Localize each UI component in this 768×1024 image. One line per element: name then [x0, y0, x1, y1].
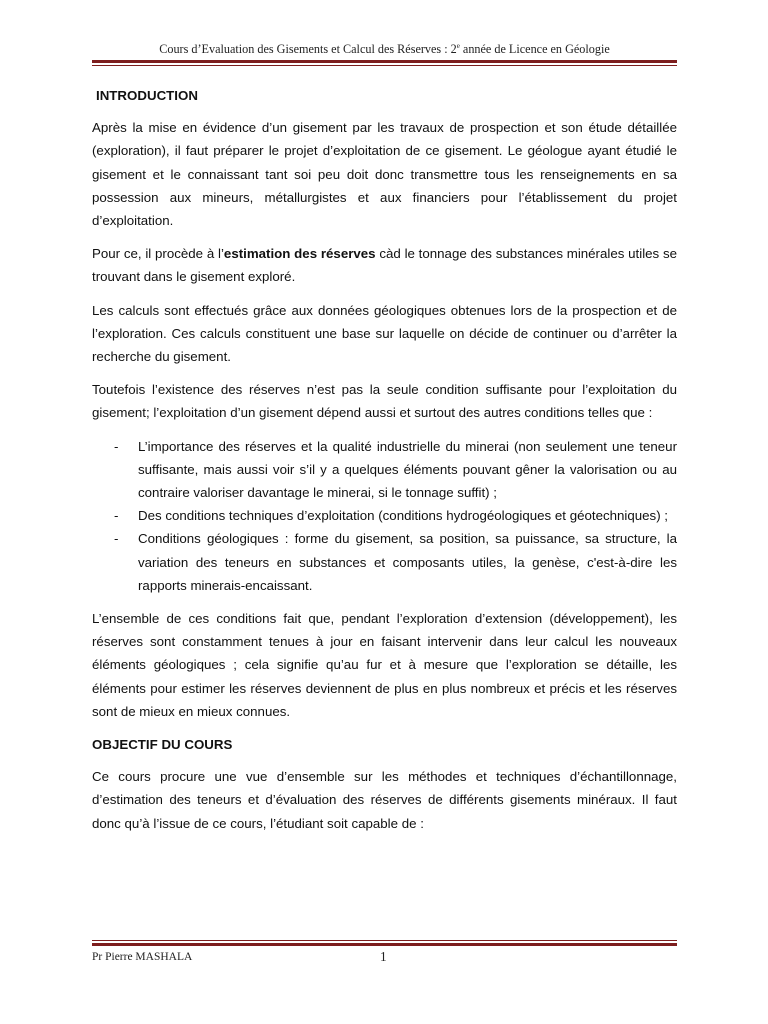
footer-rule-thin	[92, 940, 677, 941]
list-dash: -	[114, 438, 119, 454]
intro-paragraph-2-end: càd le tonnage des substances minérales utiles se trouvant dans le gisement exploré.	[92, 246, 677, 285]
list-item	[92, 527, 677, 597]
objectif-paragraph-1: Ce cours procure une vue d’ensemble sur les méthodes et techniques d’échantillonnage, d’estimation des teneurs et d’évaluation des réserves de différents gisements minéraux. Il faut donc qu’à l’issue de ce cours, l’étudiant soit capable de :	[92, 769, 677, 831]
intro-paragraph-5: L’ensemble de ces conditions fait que, pendant l’exploration d’extension (développement), les réserves sont constamment tenues à jour en faisant intervenir dans leur calcul les nouveaux éléments géologiques ; cela signifie qu’au fur et à mesure que l’exploration se détaille, les éléments pour estimer les réserves deviennent de plus en plus nombreux et précis et les réserves sont de mieux en mieux connues.	[92, 611, 677, 719]
intro-paragraph-1: Après la mise en évidence d’un gisement par les travaux de prospection et son étude détaillée (exploration), il faut préparer le projet d’exploitation de ce gisement. Le géologue ayant étudié le gisement et le connaissant tant soi peu doit donc transmettre tous les renseignements en sa possession aux mineurs, métallurgistes et aux financiers pour l’établissement du projet d’exploitation.	[92, 120, 677, 229]
intro-paragraph-2	[92, 242, 677, 288]
page-number: 1	[380, 949, 387, 964]
header-title-superscript: e	[456, 42, 460, 50]
footer-author: Pr Pierre MASHALA	[92, 951, 193, 963]
header-title	[92, 42, 677, 57]
introduction-heading: INTRODUCTION	[96, 88, 198, 103]
objectif-heading: OBJECTIF DU COURS	[92, 737, 233, 753]
intro-paragraph-3: Les calculs sont effectués grâce aux données géologiques obtenues lors de la prospection et de l’exploration. Ces calculs constituent une base sur laquelle on décide de continuer ou d’arrêter la recherche du gisement.	[92, 302, 677, 365]
intro-paragraph-2-bold: estimation des réserves	[223, 246, 376, 262]
header-title-text: Cours d’Evaluation des Gisements et Calcul des Réserves : 2	[159, 42, 457, 57]
list-item	[92, 504, 677, 527]
list-item-text: Conditions géologiques : forme du gisement, sa position, sa puissance, sa structure, la variation des teneurs en substances et composants utiles, la genèse, c'est-à-dire les rapports minerais-encaissant.	[138, 531, 677, 593]
list-item-text: L’importance des réserves et la qualité industrielle du minerai (non seulement une teneur suffisante, mais aussi voir s’il y a quelques éléments pouvant gêner la valorisation ou au contraire valoriser davantage le minerai, si le tonnage suffit) ;	[138, 438, 677, 501]
intro-paragraph-2-start: Pour ce, il procède à l’	[92, 246, 224, 262]
header-rule-thick	[92, 60, 677, 63]
list-dash: -	[114, 508, 119, 524]
header-title-text-end: année de Licence en Géologie	[459, 42, 610, 57]
page-body	[92, 84, 677, 845]
list-dash: -	[114, 531, 119, 547]
list-item	[92, 435, 677, 505]
footer-rule-thick	[92, 943, 677, 946]
list-item-text: Des conditions techniques d’exploitation (conditions hydrogéologiques et géotechniques) ;	[138, 508, 669, 524]
conditions-list	[92, 435, 677, 597]
intro-paragraph-4: Toutefois l’existence des réserves n’est pas la seule condition suffisante pour l’exploitation du gisement; l’exploitation d’un gisement dépend aussi et surtout des autres conditions telles que :	[92, 382, 677, 421]
header-rule-thin	[92, 65, 677, 66]
